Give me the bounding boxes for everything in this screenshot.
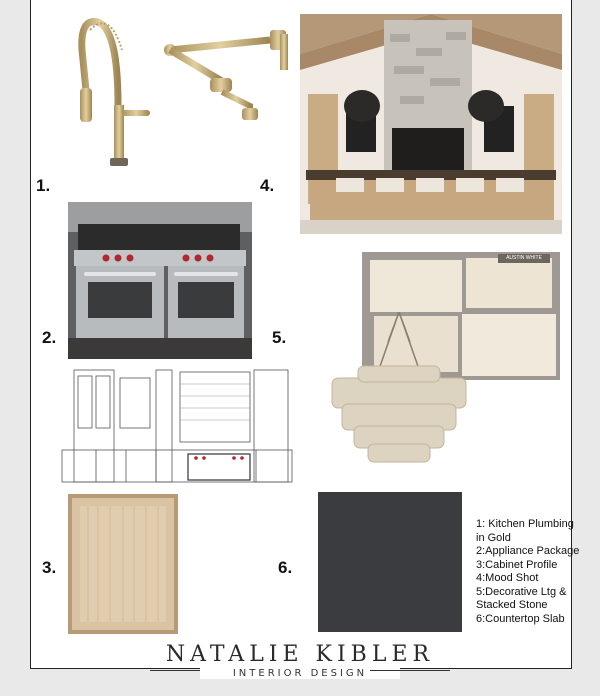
legend-line: in Gold [476, 531, 511, 544]
tagline-rule-right [370, 670, 450, 671]
legend-line: 4:Mood Shot [476, 572, 539, 584]
legend [476, 518, 586, 626]
item-number-3: 3. [42, 558, 57, 577]
mood-shot-kitchen-image [300, 14, 562, 234]
cabinet-elevation-drawing [56, 364, 300, 492]
legend-line: 3:Cabinet Profile [476, 558, 558, 571]
legend-line: 5:Decorative Ltg & [476, 585, 567, 598]
brand-tagline: INTERIOR DESIGN [200, 668, 400, 679]
stone-name-tag: AUSTIN WHITE [498, 254, 550, 263]
legend-line: 6:Countertop Slab [476, 612, 565, 625]
legend-line: Stacked Stone [476, 599, 548, 611]
item-number-1: 1. [36, 176, 51, 195]
item-number-5: 5. [272, 328, 287, 347]
brand-name: NATALIE KIBLER [165, 642, 435, 667]
item-number-6: 6. [278, 558, 293, 577]
legend-line: 2:Appliance Package [476, 545, 580, 557]
range-appliance-image [68, 202, 252, 359]
item-number-4: 4. [260, 176, 275, 195]
chandelier-image [318, 312, 480, 474]
legend-line: 1: Kitchen Plumbing [476, 518, 574, 530]
item-number-2: 2. [42, 328, 57, 347]
oak-cabinet-door-image [68, 494, 178, 634]
countertop-slab-image [318, 492, 462, 632]
gold-faucets-image [70, 10, 300, 170]
